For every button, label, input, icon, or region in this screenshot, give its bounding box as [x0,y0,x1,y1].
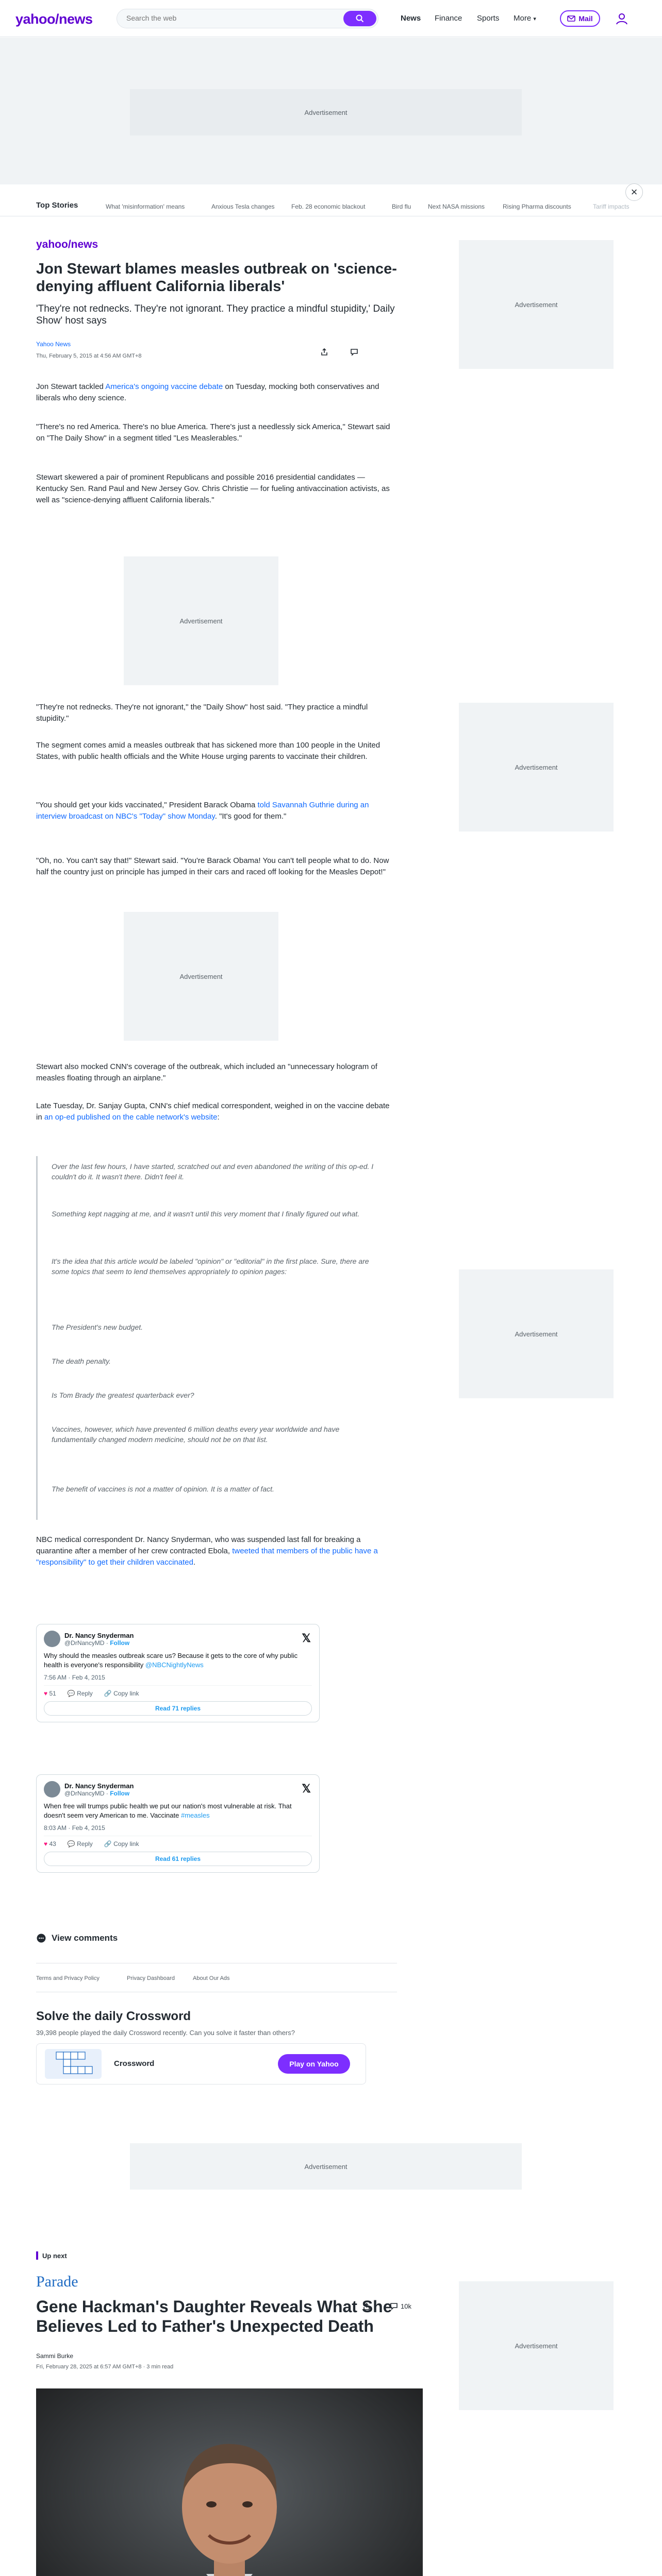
article-paragraph [36,800,397,822]
crossword-subtitle: 39,398 people played the daily Crossword recently. Can you solve it faster than others? [36,2029,295,2037]
read-replies-button[interactable]: Read 61 replies [44,1852,312,1866]
view-comments-label: View comments [52,1933,118,1943]
right-rail-ad[interactable] [459,703,614,832]
tweet-handle-line: @DrNancyMD · Follow [64,1639,130,1647]
inline-ad[interactable] [124,556,278,685]
chevron-down-icon: ▾ [533,16,536,22]
like-button[interactable] [44,1690,56,1697]
article-paragraph: "Oh, no. You can't say that!" Stewart said. "You're Barack Obama! You can't tell people what to do. Now half the country just on principle has jumped in their cars and raced off looking for the Measles Depot!" [36,856,389,876]
right-rail-ad[interactable] [459,240,614,369]
inline-link[interactable]: told Savannah Guthrie during an interview broadcast on NBC's "Today" show Monday [36,801,369,821]
tweet-handle[interactable]: @DrNancyMD [64,1639,105,1647]
heart-icon: ♥ [44,1690,48,1697]
inline-link[interactable]: America's ongoing vaccine debate [105,382,223,391]
reply-icon: 💬 [67,1840,75,1848]
top-ad[interactable] [130,89,522,135]
follow-link[interactable]: Follow [110,1789,130,1797]
heart-icon: ♥ [44,1840,48,1848]
inline-link[interactable]: tweeted that members of the public have a "responsibility" to get their children vaccinated [36,1547,378,1567]
close-icon: × [631,185,638,198]
share-button[interactable] [361,2301,372,2312]
share-icon [362,2302,371,2311]
right-rail-ad[interactable] [459,2281,614,2410]
article-date: Fri, February 28, 2025 at 6:57 AM GMT+8 · 3 min read [36,2364,174,2370]
copy-link-label: Copy link [113,1690,139,1697]
nav-more-label: More [514,14,532,23]
text: : [217,1113,220,1122]
blockquote-bar [36,1156,38,1520]
footer-link[interactable]: About Our Ads [193,1975,230,1981]
blockquote-text: Is Tom Brady the greatest quarterback ever? [52,1391,194,1399]
tweet-header [44,1781,312,1798]
x-logo-icon[interactable]: 𝕏 [302,1782,311,1795]
inline-ad[interactable] [124,912,278,1041]
blockquote-text: Vaccines, however, which have prevented 6 million deaths every year worldwide and have fundamentally changed modern medicine, should not be on that list. [52,1425,340,1444]
article-paragraph: Stewart also mocked CNN's coverage of the outbreak, which included an "unnecessary hologram of measles floating through an airplane." [36,1062,377,1082]
tweet-author-name[interactable]: Dr. Nancy Snyderman [64,1782,134,1790]
top-story-link[interactable]: Bird flu [392,203,411,210]
ad-label: Advertisement [515,763,558,771]
comment-button[interactable] [349,346,360,358]
mail-icon [567,15,575,22]
view-comments-button[interactable] [36,1933,118,1943]
reply-label: Reply [77,1840,93,1848]
user-icon[interactable] [615,11,629,26]
x-logo-icon[interactable]: 𝕏 [302,1632,311,1645]
footer-link[interactable]: Privacy Dashboard [127,1975,175,1981]
article-byline[interactable]: Sammi Burke [36,2352,74,2360]
text: Why should the measles outbreak scare us? Because it gets to the core of why public health is everyone's responsibility [44,1652,298,1669]
tweet-timestamp[interactable]: 8:03 AM · Feb 4, 2015 [44,1824,105,1832]
ad-label: Advertisement [515,1330,558,1338]
embedded-tweet[interactable] [36,1624,320,1722]
author-link[interactable]: Yahoo News [36,341,71,348]
reply-button[interactable] [68,1840,93,1848]
blockquote-text: It's the idea that this article would be labeled "opinion" or "editorial" in the first place. Sure, there are some topics that seem to lend themselves appropriately to opinion pages: [52,1257,369,1276]
tweet-hashtag[interactable]: #measles [180,1811,210,1819]
ad-label: Advertisement [515,2342,558,2350]
link-icon: 🔗 [104,1690,112,1697]
mid-ad[interactable] [130,2143,522,2190]
blockquote-text: The death penalty. [52,1357,111,1365]
parade-logo[interactable]: Parade [36,2273,78,2290]
search-icon [356,14,364,23]
top-story-link[interactable]: Anxious Tesla changes [211,203,275,210]
portrait-image [36,2388,423,2576]
link-icon: 🔗 [104,1840,112,1848]
article-paragraph: Stewart skewered a pair of prominent Republicans and possible 2016 presidential candidates — Kentucky Sen. Rand Paul and New Jersey Gov. Chris Christie — for fueling antivaccination activists, as well as "science-denying affluent California liberals." [36,473,390,504]
top-stories-bar [0,195,662,216]
tweet-actions [44,1685,312,1697]
text: When free will trumps public health we put our nation's most vulnerable at risk. That doesn't seem very American to me. Vaccinate [44,1802,292,1819]
tweet-author [64,1782,134,1797]
crossword-card[interactable] [36,2043,366,2084]
reply-button[interactable] [68,1690,93,1697]
text: . [193,1558,196,1567]
text: "You should get your kids vaccinated," President Barack Obama [36,801,258,809]
blockquote-text: The President's new budget. [52,1323,143,1331]
follow-link[interactable]: Follow [110,1639,130,1647]
ad-label: Advertisement [304,108,347,116]
tweet-text [44,1802,312,1820]
tweet-actions [44,1836,312,1848]
text: . "It's good for them." [214,812,287,821]
crossword-title: Solve the daily Crossword [36,2009,191,2023]
copy-link-button[interactable] [104,1690,139,1697]
crossword-icon [45,2049,102,2079]
article-paragraph: "There's no red America. There's no blue America. There's just a needlessly sick America," Stewart said on "The Daily Show" in a segment titled "Les Measlerables." [36,422,390,443]
ad-label: Advertisement [179,617,223,625]
article-date: Thu, February 5, 2015 at 4:56 AM GMT+8 [36,353,142,359]
mail-button[interactable] [560,10,600,27]
search-box[interactable] [117,9,378,28]
top-ad-band [0,38,662,184]
like-count: 51 [49,1690,56,1697]
top-story-link[interactable]: Feb. 28 economic blackout [291,203,366,210]
ad-label: Advertisement [179,972,223,980]
comment-count-button[interactable] [390,2302,411,2310]
share-button[interactable] [319,346,330,358]
top-story-link[interactable]: What 'misinformation' means [106,203,185,210]
embedded-tweet[interactable] [36,1774,320,1873]
crossword-name: Crossword [114,2059,155,2068]
tweet-author [64,1632,134,1647]
comment-icon [36,1933,46,1943]
article-paragraph [36,1534,397,1568]
blockquote-text: Something kept nagging at me, and it wasn't until this very moment that I finally figured out what. [52,1210,360,1218]
top-story-link[interactable]: Next NASA missions [428,203,485,210]
article-byline [36,341,71,348]
up-next-marker [36,2251,38,2260]
nav-sports[interactable]: Sports [477,14,500,23]
text: Late Tuesday, Dr. Sanjay Gupta, CNN's chief medical correspondent, weighed in on the vaccine debate in [36,1101,390,1122]
comment-count: 10k [401,2302,411,2310]
like-button[interactable] [44,1840,56,1848]
nav-finance[interactable]: Finance [435,14,462,23]
publisher-logo[interactable]: yahoo/news [36,239,98,250]
reply-icon: 💬 [67,1690,75,1697]
comment-icon [390,2302,398,2310]
article-headline: Jon Stewart blames measles outbreak on 'science-denying affluent California liberals' [36,261,397,295]
share-icon [320,348,328,356]
tweet-header [44,1631,312,1647]
article-paragraph [36,1100,397,1123]
nav-news[interactable]: News [401,14,421,23]
article-subhead: 'They're not rednecks. They're not ignorant. They practice a mindful stupidity,' Daily Show' host says [36,303,395,326]
article-headline: Gene Hackman's Daughter Reveals What She Believes Led to Father's Unexpected Death [36,2297,392,2335]
article-hero-image[interactable] [36,2388,423,2576]
copy-link-label: Copy link [113,1840,139,1848]
text: on Tuesday, mocking both conservatives and liberals who deny science. [36,382,379,402]
blockquote-text: The benefit of vaccines is not a matter of opinion. It is a matter of fact. [52,1485,274,1493]
top-bar [0,0,662,37]
article-paragraph: "They're not rednecks. They're not ignorant," the "Daily Show" host said. "They practice a mindful stupidity." [36,703,368,723]
comment-icon [350,348,358,356]
ad-label: Advertisement [515,300,558,309]
copy-link-button[interactable] [104,1840,139,1848]
top-story-link[interactable]: Tariff impacts [593,203,630,210]
top-story-link[interactable]: Rising Pharma discounts [503,203,571,210]
article-paragraph [36,381,397,404]
read-replies-button[interactable]: Read 71 replies [44,1701,312,1716]
nav-more[interactable] [514,14,536,23]
tweet-timestamp[interactable]: 7:56 AM · Feb 4, 2015 [44,1674,105,1681]
inline-link[interactable]: an op-ed published on the cable network's website [44,1113,218,1122]
tweet-author-name[interactable]: Dr. Nancy Snyderman [64,1631,134,1639]
top-stories-title: Top Stories [36,201,78,210]
up-next-label [36,2251,67,2260]
tweet-mention[interactable]: @NBCNightlyNews [145,1661,204,1669]
text: Jon Stewart tackled [36,382,106,391]
tweet-text [44,1651,312,1670]
ad-label: Advertisement [304,2162,347,2171]
play-on-yahoo-button[interactable]: Play on Yahoo [278,2054,350,2074]
like-count: 43 [49,1840,56,1848]
search-button[interactable] [343,11,376,26]
yahoo-news-logo[interactable]: yahoo/news [15,11,93,27]
text: NBC medical correspondent Dr. Nancy Snyderman, who was suspended last fall for breaking a quarantine after a member of her crew contracted Ebola, [36,1535,361,1555]
tweet-handle[interactable]: @DrNancyMD [64,1789,105,1797]
avatar[interactable] [44,1631,60,1647]
article-paragraph: The segment comes amid a measles outbreak that has sickened more than 100 people in the United States, with public health officials and the White House urging parents to vaccinate their children. [36,741,380,761]
search-input[interactable] [126,14,333,22]
up-next-text: Up next [42,2251,67,2260]
footer-link[interactable]: Terms and Privacy Policy [36,1975,100,1981]
mail-label: Mail [578,14,593,23]
reply-label: Reply [77,1690,93,1697]
avatar[interactable] [44,1781,60,1798]
tweet-handle-line: @DrNancyMD · Follow [64,1789,130,1797]
blockquote-text: Over the last few hours, I have started, scratched out and even abandoned the writing of this op-ed. I couldn't do it. It wasn't there. Didn't feel it. [52,1162,374,1181]
right-rail-ad[interactable] [459,1269,614,1398]
